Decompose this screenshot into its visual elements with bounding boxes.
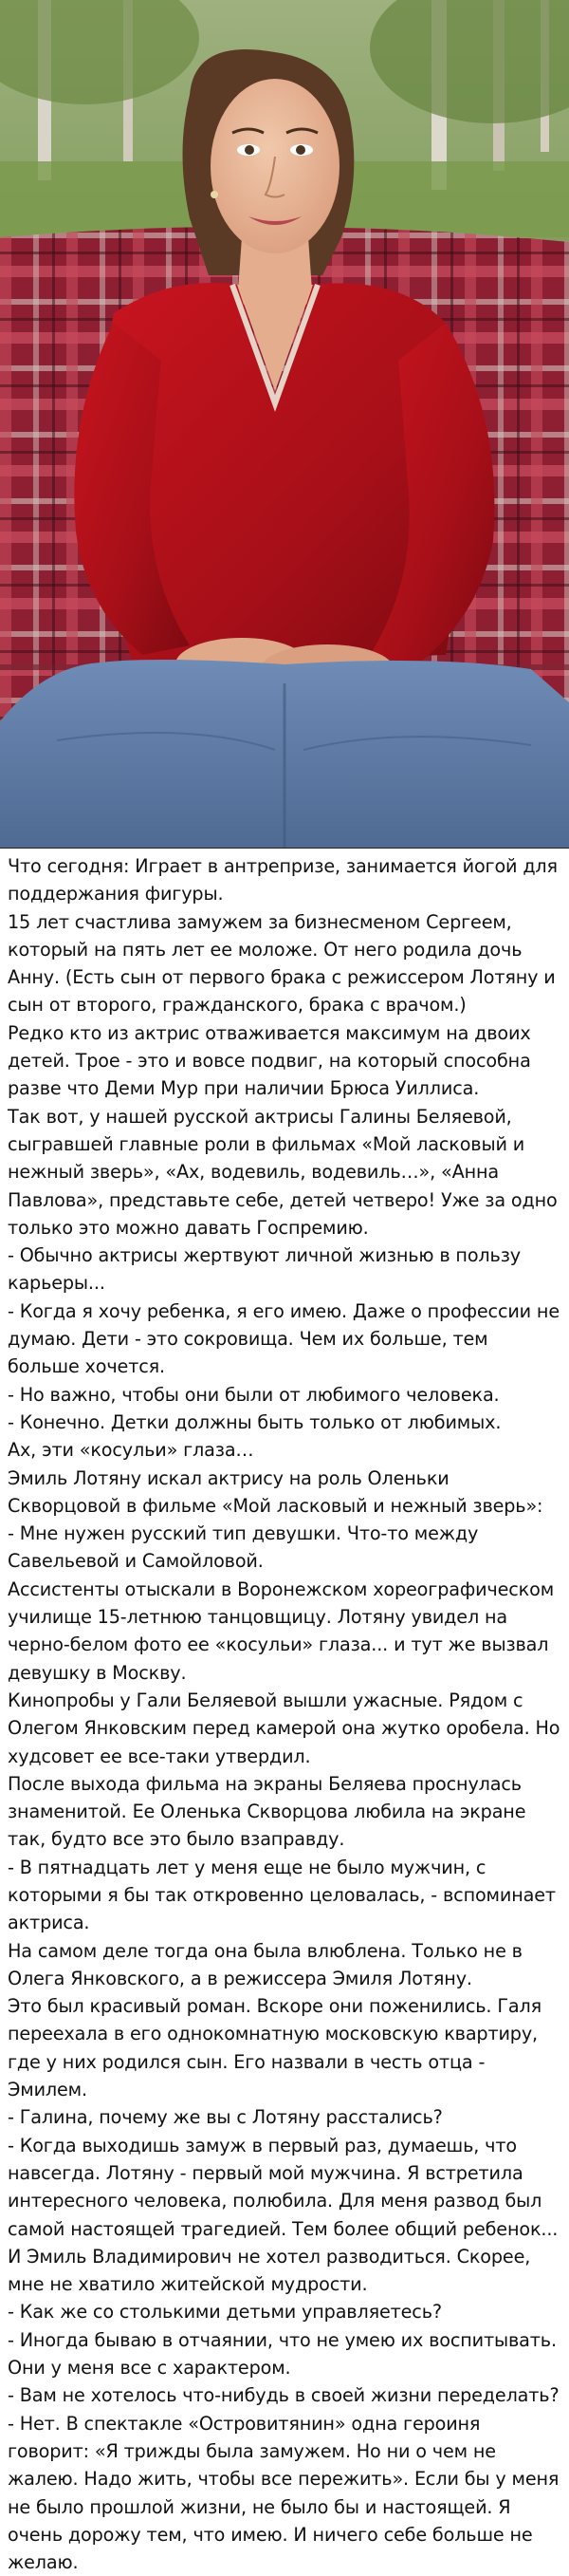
article-paragraph: После выхода фильма на экраны Беляева проснулась знаменитой. Ее Оленька Скворцова любила на экране так, будто все это было взаправду. bbox=[8, 1772, 526, 1851]
article-paragraph: - Когда я хочу ребенка, я его имею. Даже о профессии не думаю. Дети - это сокровища. Чем их больше, тем больше хочется. bbox=[8, 1299, 560, 1378]
article-paragraph: На самом деле тогда она была влюблена. Только не в Олега Янковского, а в режиссера Эмиля Лотяну. bbox=[8, 1939, 523, 1989]
article-paragraph: Так вот, у нашей русской актрисы Галины Беляевой, сыгравшей главные роли в фильмах «Мой ласковый и нежный зверь», «Ах, водевиль, водевиль…», «Анна Павлова», представьте себе, детей четверо! Уже за одно только это можно давать Госпремию. bbox=[8, 1105, 558, 1239]
article-paragraph: - Как же со столькими детьми управляетесь? bbox=[8, 2301, 442, 2324]
article-paragraph: - В пятнадцать лет у меня еще не было мужчин, с которыми я бы так откровенно целовалась, - вспоминает актриса. bbox=[8, 1856, 556, 1934]
article-paragraph: Это был красивый роман. Вскоре они поженились. Галя переехала в его однокомнатную московскую квартиру, где у них родился сын. Его назвали в честь отца - Эмилем. bbox=[8, 1995, 542, 2101]
article-paragraph: - Но важно, чтобы они были от любимого человека. bbox=[8, 1383, 500, 1406]
article-paragraph: - Галина, почему же вы с Лотяну расстались? bbox=[8, 2106, 443, 2129]
article-paragraph: - Вам не хотелось что-нибудь в своей жизни переделать? bbox=[8, 2384, 560, 2407]
article-paragraph: - Когда выходишь замуж в первый раз, думаешь, что навсегда. Лотяну - первый мой мужчина. Я встретила интересного человека, полюбила. Для меня развод был самой настоящей трагедией. Тем более общий ребенок... И Эмиль Владимирович не хотел разводиться. Скорее, мне не хватило житейской мудрости. bbox=[8, 2134, 559, 2296]
article-paragraph: Что сегодня: Играет в антрепризе, занимается йогой для поддержания фигуры. bbox=[8, 855, 558, 905]
article-paragraph: - Нет. В спектакле «Островитянин» одна героиня говорит: «Я трижды была замужем. Но ни о чем не жалею. Надо жить, чтобы все пережить». Если бы у меня не было прошлой жизни, не было бы и настоящей. Я очень дорожу тем, что имею. И ничего себе больше не желаю. bbox=[8, 2412, 560, 2574]
article-paragraph: Кинопробы у Гали Беляевой вышли ужасные. Рядом с Олегом Янковским перед камерой она жутко оробела. Но худсовет ее все-таки утвердил. bbox=[8, 1689, 560, 1767]
actress-photo bbox=[0, 0, 569, 849]
article-body bbox=[8, 852, 563, 2574]
article-paragraph: 15 лет счастлива замужем за бизнесменом Сергеем, который на пять лет ее моложе. От него родила дочь Анну. (Есть сын от первого брака с режиссером Лотяну и сын от второго, гражданского, брака с врачом.) bbox=[8, 910, 556, 1017]
article-paragraph: Ах, эти «косульи» глаза… bbox=[8, 1439, 254, 1462]
article-paragraph: - Конечно. Детки должны быть только от любимых. bbox=[8, 1410, 502, 1433]
article-paragraph: - Иногда бываю в отчаянии, что не умею их воспитывать. Они у меня все с характером. bbox=[8, 2328, 557, 2380]
article-paragraph: - Мне нужен русский тип девушки. Что-то между Савельевой и Самойловой. bbox=[8, 1522, 479, 1573]
article-paragraph: Редко кто из актрис отваживается максимум на двоих детей. Трое - это и вовсе подвиг, на который способна разве что Деми Мур при наличии Брюса Уиллиса. bbox=[8, 1021, 531, 1100]
article-paragraph: Эмиль Лотяну искал актрису на роль Оленьки Скворцовой в фильме «Мой ласковый и нежный зверь»: bbox=[8, 1466, 543, 1517]
article-paragraph: - Обычно актрисы жертвуют личной жизнью в пользу карьеры... bbox=[8, 1244, 521, 1295]
article-paragraph: Ассистенты отыскали в Воронежском хореографическом училище 15-летнюю танцовщицу. Лотяну увидел на черно-белом фото ее «косульи» глаза... и тут же вызвал девушку в Москву. bbox=[8, 1577, 555, 1684]
